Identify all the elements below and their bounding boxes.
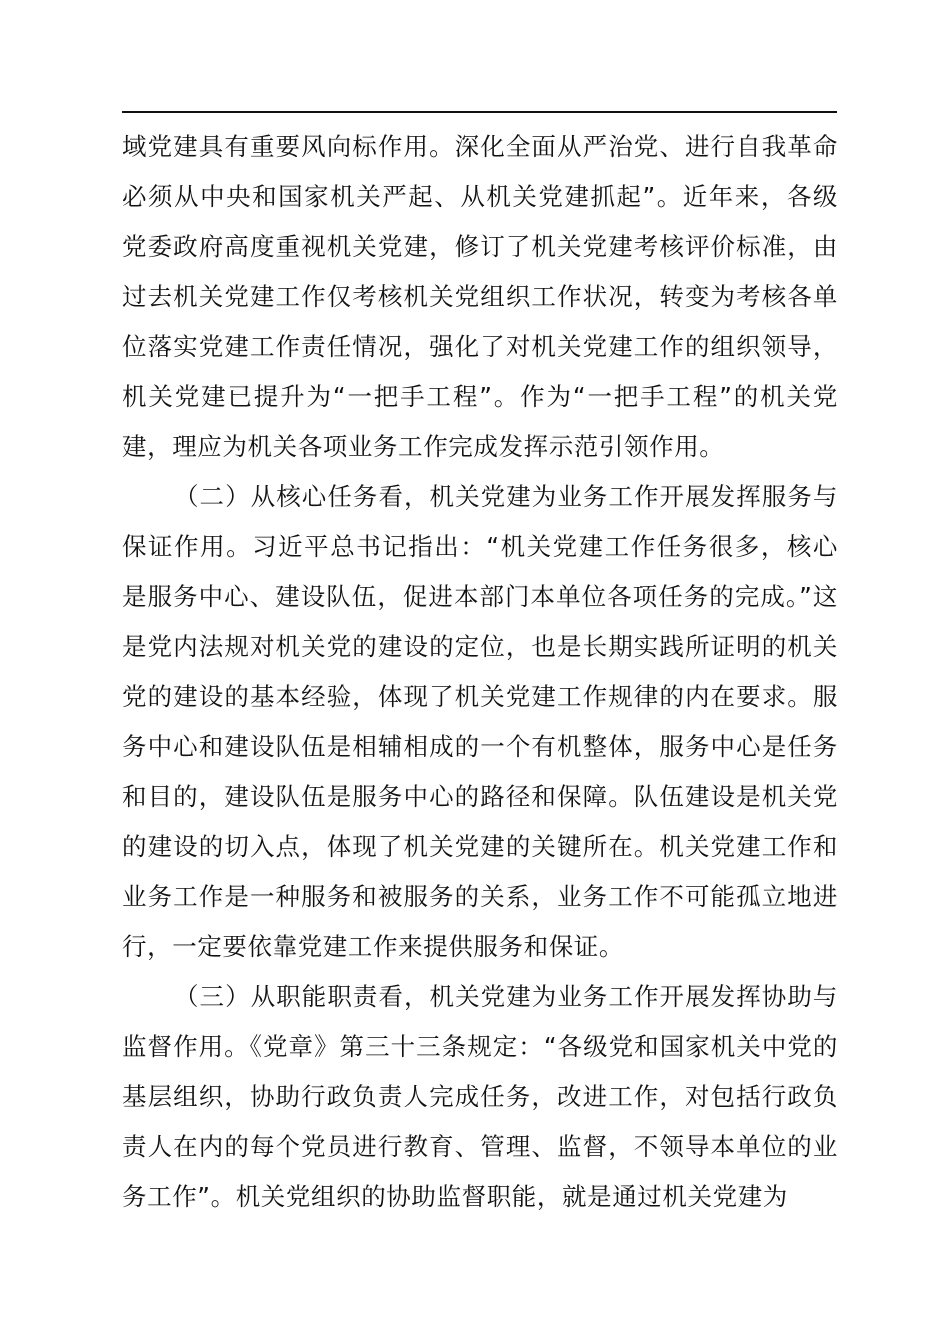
paragraph-1: 域党建具有重要风向标作用。深化全面从严治党、进行自我革命必须从中央和国家机关严起、从机关党建抓起”。近年来，各级党委政府高度重视机关党建，修订了机关党建考核评价标准，由过去机关党建工作仅考核机关党组织工作状况，转变为考核各单位落实党建工作责任情况，强化了对机关党建工作的组织领导，机关党建已提升为“一把手工程”。作为“一把手工程”的机关党建，理应为机关各项业务工作完成发挥示范引领作用。 <box>122 132 838 461</box>
header-rule <box>122 111 837 113</box>
paragraph-2: （二）从核心任务看，机关党建为业务工作开展发挥服务与保证作用。习近平总书记指出：“机关党建工作任务很多，核心是服务中心、建设队伍，促进本部门本单位各项任务的完成。”这是党内法规对机关党的建设的定位，也是长期实践所证明的机关党的建设的基本经验，体现了机关党建工作规律的内在要求。服务中心和建设队伍是相辅相成的一个有机整体，服务中心是任务和目的，建设队伍是服务中心的路径和保障。队伍建设是机关党的建设的切入点，体现了机关党建的关键所在。机关党建工作和业务工作是一种服务和被服务的关系，业务工作不可能孤立地进行，一定要依靠党建工作来提供服务和保证。 <box>122 482 838 961</box>
body-text <box>122 122 838 1222</box>
paragraph-3: （三）从职能职责看，机关党建为业务工作开展发挥协助与监督作用。《党章》第三十三条规定：“各级党和国家机关中党的基层组织，协助行政负责人完成任务，改进工作，对包括行政负责人在内的每个党员进行教育、管理、监督，不领导本单位的业务工作”。机关党组织的协助监督职能，就是通过机关党建为 <box>122 982 838 1211</box>
